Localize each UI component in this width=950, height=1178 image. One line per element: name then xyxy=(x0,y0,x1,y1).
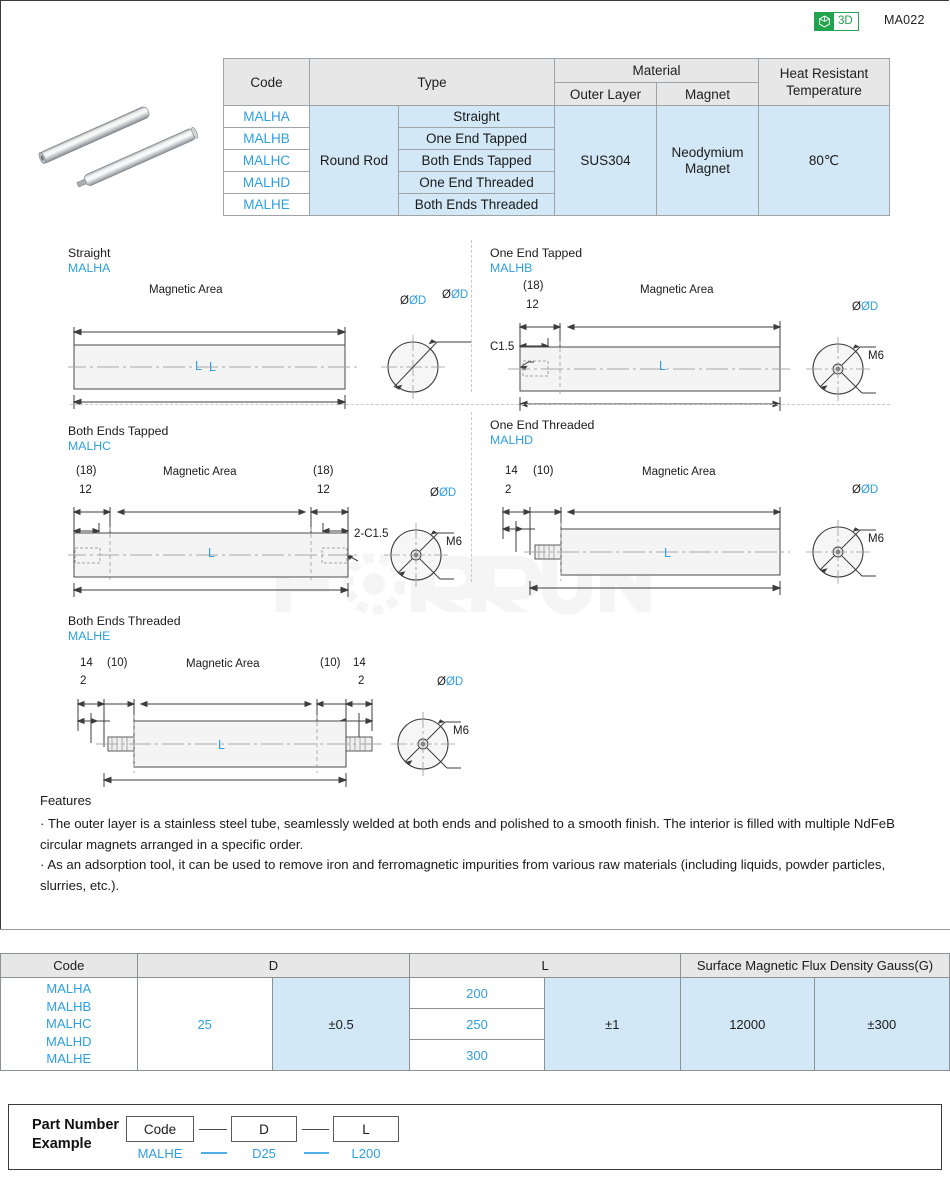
pn-separator-1 xyxy=(199,1129,227,1130)
drawing-code: MALHE xyxy=(68,628,111,643)
dim-code-malhd: MALHD xyxy=(46,1033,92,1049)
dim-code-list xyxy=(1,978,138,1071)
pn-separator-2 xyxy=(302,1129,329,1130)
drawing-title: One End Threaded xyxy=(490,418,595,432)
dim-header-code: Code xyxy=(1,954,138,978)
part-number-example-label xyxy=(32,1116,119,1154)
code-malha: MALHA xyxy=(224,106,310,128)
magnetic-area-label: Magnetic Area xyxy=(163,466,237,478)
diameter-label-2: ØØD xyxy=(442,289,469,301)
dim-l-200: 200 xyxy=(410,978,544,1009)
type-both-ends-tapped: Both Ends Tapped xyxy=(399,150,555,172)
pn-label-line1: Part Number xyxy=(32,1117,120,1133)
dim-header-flux: Surface Magnetic Flux Density Gauss(G) xyxy=(681,954,950,978)
drawing-title: Both Ends Tapped xyxy=(68,424,169,438)
chamfer-label: 2-C1.5 xyxy=(354,528,389,540)
dim-code-malhb: MALHB xyxy=(46,998,92,1014)
3d-badge[interactable] xyxy=(814,12,859,31)
dim-14-label: 14 xyxy=(505,465,518,477)
dim-header-l: L xyxy=(410,954,681,978)
type-straight: Straight xyxy=(399,106,555,128)
chamfer-label: C1.5 xyxy=(490,341,515,353)
thread-label: M6 xyxy=(453,725,469,737)
diameter-value-1: ØD xyxy=(408,295,427,307)
diameter-value: ØD xyxy=(438,487,457,499)
type-one-end-threaded: One End Threaded xyxy=(399,172,555,194)
drawing-malhb xyxy=(490,246,900,396)
panel-bottom-rule xyxy=(0,929,950,930)
pn-value-l: L200 xyxy=(351,1146,381,1161)
dim-12-label: 12 xyxy=(526,299,539,311)
pn-value-separator-2 xyxy=(304,1152,329,1154)
thread-label: M6 xyxy=(446,536,462,548)
feature-item-1: · The outer layer is a stainless steel tube, seamlessly welded at both ends and polished to a smooth finish. The interior is filled with multiple NdFeB circular magnets arranged in a specific order. xyxy=(40,816,895,852)
length-label: L xyxy=(208,546,215,560)
dim-18-right: (18) xyxy=(313,465,334,477)
dim-18-label: (18) xyxy=(523,280,544,292)
pn-field-d[interactable]: D xyxy=(231,1116,297,1142)
length-label: L xyxy=(218,738,225,752)
dim-flux-value: 12000 xyxy=(681,978,814,1071)
magnetic-area-label: Magnetic Area xyxy=(642,466,716,478)
diameter-value-2: ØD xyxy=(450,289,469,301)
drawing-malhe xyxy=(68,614,478,779)
cross-section-view xyxy=(391,712,461,776)
dim-12-left: 12 xyxy=(79,484,92,496)
pn-label-line2: Example xyxy=(32,1136,92,1152)
drawing-title: One End Tapped xyxy=(490,246,583,260)
dim-l-tolerance: ±1 xyxy=(544,978,680,1071)
product-photo xyxy=(32,92,222,187)
pn-value-separator-1 xyxy=(201,1152,227,1154)
header-outer-layer: Outer Layer xyxy=(555,83,657,106)
cross-section-view xyxy=(806,520,876,584)
code-malhd: MALHD xyxy=(224,172,310,194)
feature-item-2: · As an adsorption tool, it can be used to remove iron and ferromagnetic impurities from various raw materials (including liquids, powder particles, slurries, etc.). xyxy=(40,857,886,893)
diameter-label: ØØD xyxy=(437,676,464,688)
magnet-value: Neodymium Magnet xyxy=(657,106,759,216)
header-heat-resistant: Heat Resistant Temperature xyxy=(759,59,890,106)
drawing-code: MALHC xyxy=(68,438,112,453)
drawing-title: Straight xyxy=(68,246,111,260)
dim-14-left: 14 xyxy=(80,657,93,669)
drawing-malhc xyxy=(68,424,478,584)
thread-label: M6 xyxy=(868,533,884,545)
dim-flux-tolerance: ±300 xyxy=(814,978,949,1071)
dim-2-label: 2 xyxy=(505,484,512,496)
magnetic-area-label: Magnetic Area xyxy=(640,284,714,296)
code-malhe: MALHE xyxy=(224,194,310,216)
length-label-2: L xyxy=(209,360,216,374)
type-one-end-tapped: One End Tapped xyxy=(399,128,555,150)
magnetic-area-label: Magnetic Area xyxy=(186,658,260,670)
code-malhc: MALHC xyxy=(224,150,310,172)
product-spec-table xyxy=(223,58,890,216)
drawing-code: MALHB xyxy=(490,260,533,275)
table-row xyxy=(224,106,890,128)
length-label-1: L xyxy=(195,359,202,373)
drawing-code: MALHA xyxy=(68,260,111,275)
dim-d-value: 25 xyxy=(137,978,272,1071)
section-divider xyxy=(471,412,472,582)
drawing-row-divider xyxy=(70,404,890,405)
pn-field-code[interactable]: Code xyxy=(126,1116,194,1142)
features-heading: Features xyxy=(40,793,92,808)
spec-table-header-row xyxy=(224,59,890,83)
table-row xyxy=(1,978,950,1009)
heat-value: 80℃ xyxy=(759,106,890,216)
length-label: L xyxy=(664,546,671,560)
header-code: Code xyxy=(224,59,310,106)
dim-2-right: 2 xyxy=(358,675,365,687)
diameter-value: ØD xyxy=(860,484,879,496)
cube-icon xyxy=(815,13,834,30)
diameter-label: ØØD xyxy=(852,484,879,496)
page-part-number: MA022 xyxy=(884,13,925,27)
length-label: L xyxy=(659,359,666,373)
diameter-label: ØØD xyxy=(852,301,879,313)
cross-section-view xyxy=(384,523,454,587)
dim-10-left: (10) xyxy=(107,657,128,669)
diameter-label-1: ØØD xyxy=(400,295,427,307)
code-malhb: MALHB xyxy=(224,128,310,150)
features-section xyxy=(40,793,920,896)
drawing-malha xyxy=(68,246,478,396)
diameter-label: ØØD xyxy=(430,487,457,499)
pn-field-l[interactable]: L xyxy=(333,1116,399,1142)
dimension-table xyxy=(0,953,950,1071)
dim-10-right: (10) xyxy=(320,657,341,669)
drawing-malhd xyxy=(490,418,900,583)
dim-header-d: D xyxy=(137,954,410,978)
pn-value-d: D25 xyxy=(252,1146,276,1161)
type-both-ends-threaded: Both Ends Threaded xyxy=(399,194,555,216)
dim-code-malhc: MALHC xyxy=(46,1016,92,1032)
dimension-table-header-row xyxy=(1,954,950,978)
thread-label: M6 xyxy=(868,350,884,362)
header-material: Material xyxy=(555,59,759,83)
dim-d-tolerance: ±0.5 xyxy=(272,978,409,1071)
dim-l-300: 300 xyxy=(410,1040,544,1071)
drawing-code: MALHD xyxy=(490,432,534,447)
dim-code-malhe: MALHE xyxy=(46,1051,92,1067)
drawing-title: Both Ends Threaded xyxy=(68,614,181,628)
dim-14-right: 14 xyxy=(353,657,366,669)
diameter-value: ØD xyxy=(860,301,879,313)
cross-section-view xyxy=(806,337,876,401)
shape-round-rod: Round Rod xyxy=(310,106,399,216)
header-type: Type xyxy=(310,59,555,106)
dim-12-right: 12 xyxy=(317,484,330,496)
diameter-value: ØD xyxy=(445,676,464,688)
dim-2-left: 2 xyxy=(80,675,87,687)
page-header xyxy=(0,0,950,38)
3d-badge-label: 3D xyxy=(838,15,853,27)
dim-18-left: (18) xyxy=(76,465,97,477)
dim-10-label: (10) xyxy=(533,465,554,477)
dim-code-malha: MALHA xyxy=(46,981,92,997)
dim-l-250: 250 xyxy=(410,1009,544,1040)
magnetic-area-label: Magnetic Area xyxy=(149,284,223,296)
pn-value-code: MALHE xyxy=(137,1146,183,1161)
cross-section-view xyxy=(381,335,472,399)
outer-layer-value: SUS304 xyxy=(555,106,657,216)
section-divider xyxy=(471,240,472,392)
header-magnet: Magnet xyxy=(657,83,759,106)
